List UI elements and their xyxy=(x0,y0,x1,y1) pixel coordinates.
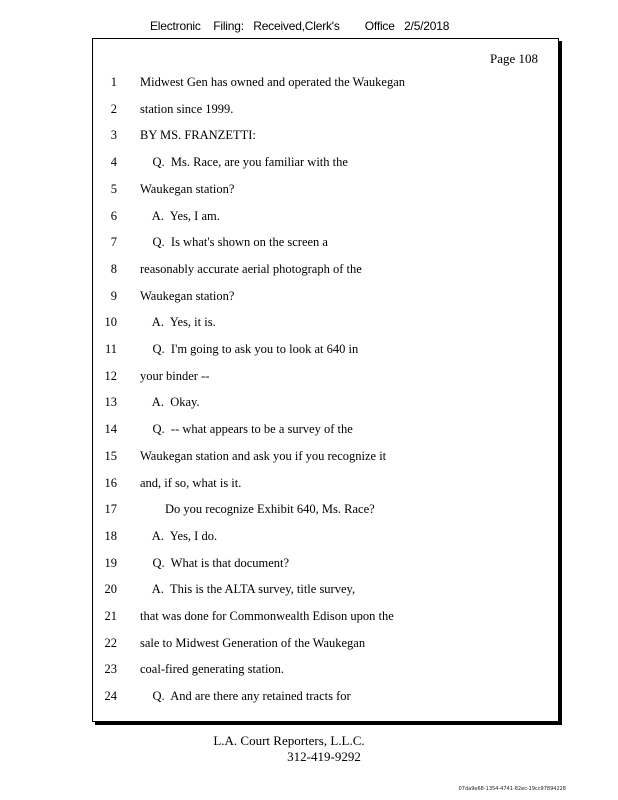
line-number: 3 xyxy=(110,128,117,143)
transcript-line xyxy=(93,659,533,679)
line-text: A. This is the ALTA survey, title survey, xyxy=(140,582,356,597)
page-number: Page 108 xyxy=(489,51,538,66)
transcript-line xyxy=(93,579,533,599)
transcript-line xyxy=(93,686,533,706)
line-text: Q. What is that document? xyxy=(140,555,290,570)
line-text: Waukegan station? xyxy=(140,288,235,303)
line-text: that was done for Commonwealth Edison upon the xyxy=(140,609,394,623)
transcript-line xyxy=(93,446,533,466)
line-text: A. Yes, it is. xyxy=(140,315,216,330)
line-text: Q. And are there any retained tracts for xyxy=(140,689,351,704)
transcript-line xyxy=(93,339,533,359)
line-text: Do you recognize Exhibit 640, Ms. Race? xyxy=(140,502,375,517)
line-text: A. Yes, I do. xyxy=(140,528,218,543)
line-number: 23 xyxy=(104,662,117,677)
line-number: 4 xyxy=(110,155,117,170)
line-text: A. Yes, I am. xyxy=(140,208,220,223)
transcript-line xyxy=(93,286,533,306)
line-number: 20 xyxy=(104,582,117,597)
transcript-line xyxy=(93,206,533,226)
line-text: BY MS. FRANZETTI: xyxy=(140,128,256,143)
transcript-line xyxy=(93,633,533,653)
transcript-line xyxy=(93,72,533,92)
line-number: 22 xyxy=(104,635,117,650)
line-text: Q. -- what appears to be a survey of the xyxy=(140,422,353,437)
line-text: Q. I'm going to ask you to look at 640 in xyxy=(140,342,359,356)
line-number: 15 xyxy=(104,448,117,463)
line-text: and, if so, what is it. xyxy=(140,475,242,490)
transcript-page xyxy=(92,38,559,722)
line-text: sale to Midwest Generation of the Waukegan xyxy=(140,635,366,650)
line-number: 8 xyxy=(110,261,117,276)
line-number: 10 xyxy=(104,315,117,330)
line-number: 14 xyxy=(104,422,117,437)
line-number: 16 xyxy=(104,475,117,490)
document-id: 07da9e68-1354-4741-82ec-19cc97894228 xyxy=(458,786,566,792)
transcript-line xyxy=(93,392,533,412)
transcript-line xyxy=(93,152,533,172)
transcript-line xyxy=(93,526,533,546)
line-number: 13 xyxy=(104,395,117,410)
line-text: Waukegan station and ask you if you recognize it xyxy=(140,448,387,463)
line-text: Q. Ms. Race, are you familiar with the xyxy=(140,155,348,170)
transcript-line xyxy=(93,259,533,279)
line-number: 6 xyxy=(110,208,117,223)
transcript-line xyxy=(93,606,533,626)
line-text: station since 1999. xyxy=(140,101,234,116)
line-number: 17 xyxy=(104,502,117,517)
line-text: A. Okay. xyxy=(140,395,200,410)
line-number: 24 xyxy=(104,689,117,704)
line-number: 5 xyxy=(110,181,117,196)
transcript-line xyxy=(93,179,533,199)
page-footer xyxy=(0,733,618,765)
line-number: 18 xyxy=(104,528,117,543)
transcript-line xyxy=(93,125,533,145)
line-text: coal-fired generating station. xyxy=(140,662,285,677)
transcript-line xyxy=(93,366,533,386)
line-number: 21 xyxy=(104,609,117,623)
line-text: reasonably accurate aerial photograph of the xyxy=(140,261,362,276)
line-number: 19 xyxy=(104,555,117,570)
transcript-line xyxy=(93,232,533,252)
line-text: Waukegan station? xyxy=(140,181,235,196)
transcript-line xyxy=(93,553,533,573)
transcript-line xyxy=(93,473,533,493)
transcript-line xyxy=(93,419,533,439)
line-text: Midwest Gen has owned and operated the Waukegan xyxy=(140,75,406,89)
transcript-line xyxy=(93,312,533,332)
transcript-line xyxy=(93,499,533,519)
line-number: 1 xyxy=(110,75,117,89)
line-text: your binder -- xyxy=(140,368,210,383)
line-number: 12 xyxy=(104,368,117,383)
line-number: 7 xyxy=(110,235,117,250)
court-reporter-name: L.A. Court Reporters, L.L.C. xyxy=(213,733,365,748)
line-number: 9 xyxy=(110,288,117,303)
filing-stamp-header: Electronic Filing: Received,Clerk's Office 2/5/2018 xyxy=(150,19,450,33)
line-text: Q. Is what's shown on the screen a xyxy=(140,235,328,250)
line-number: 11 xyxy=(104,342,117,356)
court-reporter-phone: 312-419-9292 xyxy=(287,749,361,764)
transcript-line xyxy=(93,99,533,119)
line-number: 2 xyxy=(110,101,117,116)
